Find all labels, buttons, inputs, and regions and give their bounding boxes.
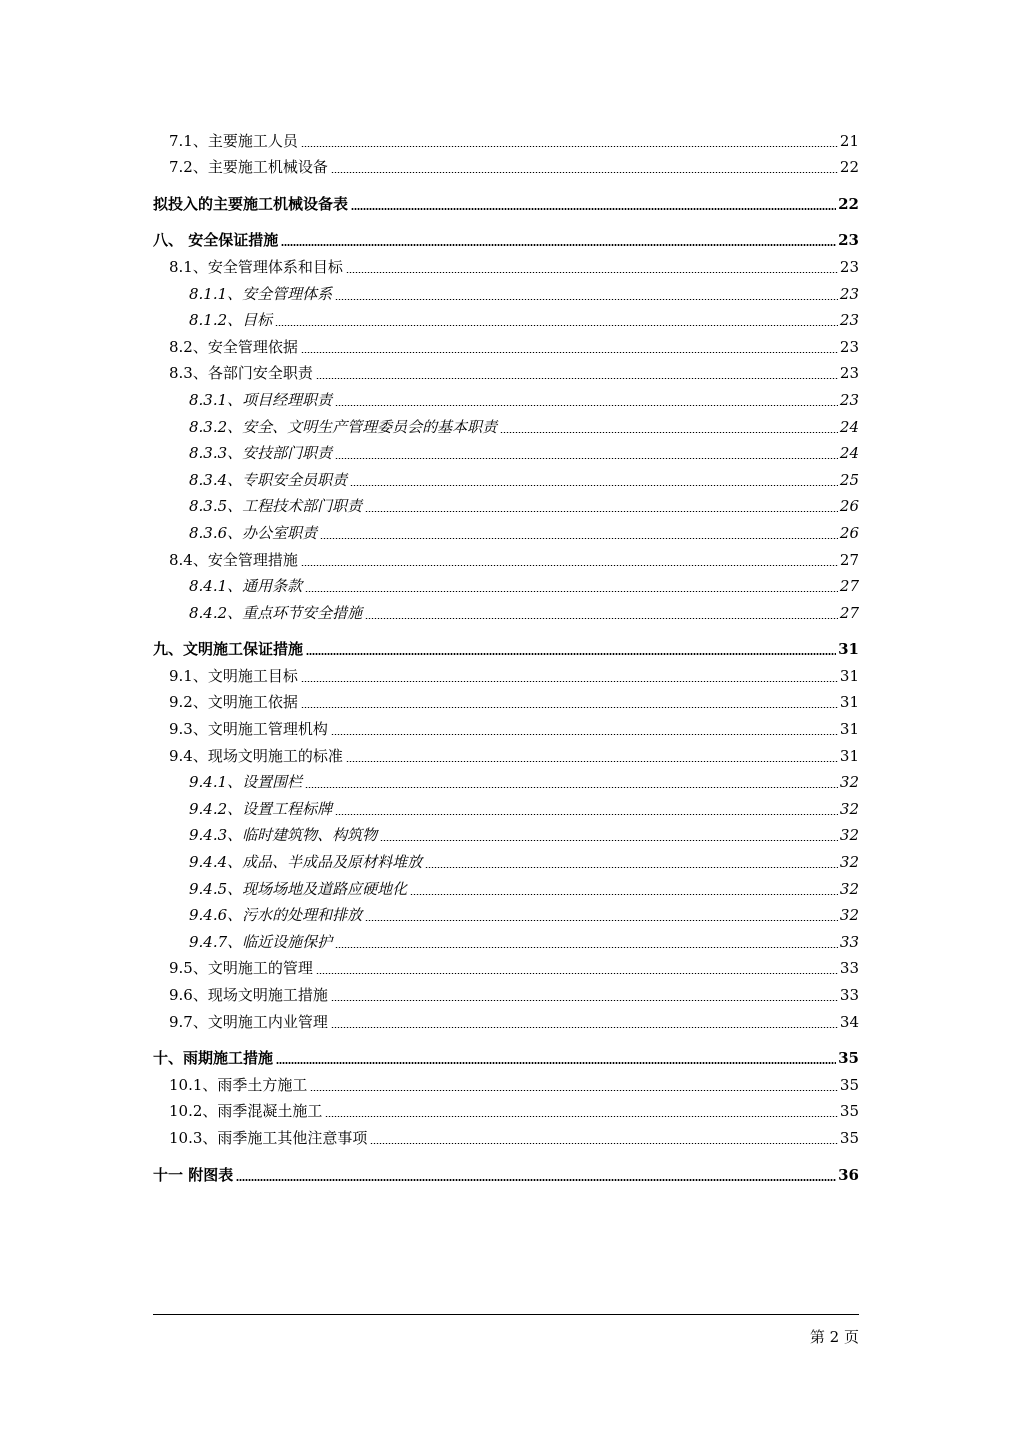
toc-entry-title: 9.1、文明施工目标 bbox=[169, 666, 298, 685]
toc-entry-page: 31 bbox=[839, 666, 859, 685]
toc-dot-leader bbox=[301, 352, 838, 353]
toc-entry-page: 35 bbox=[839, 1102, 859, 1121]
toc-entry-title: 8.3.6、办公室职责 bbox=[189, 523, 318, 542]
toc-entry[interactable] bbox=[153, 872, 859, 899]
toc-entry-title: 9.4.1、设置围栏 bbox=[189, 773, 303, 792]
toc-dot-leader bbox=[331, 1027, 838, 1028]
toc-entry-title: 8.3.1、项目经理职责 bbox=[189, 390, 333, 409]
toc-entry[interactable] bbox=[153, 516, 859, 543]
toc-dot-leader bbox=[346, 761, 838, 762]
toc-entry-page: 27 bbox=[839, 603, 859, 622]
toc-entry-page: 23 bbox=[838, 231, 859, 250]
toc-entry-title: 8.4.1、通用条款 bbox=[189, 577, 303, 596]
toc-entry[interactable] bbox=[153, 330, 859, 357]
toc-entry-page: 23 bbox=[839, 311, 859, 330]
toc-entry-title: 8.1、安全管理体系和目标 bbox=[169, 257, 343, 276]
toc-entry[interactable] bbox=[153, 410, 859, 437]
toc-entry[interactable] bbox=[153, 543, 859, 570]
toc-entry-page: 31 bbox=[839, 693, 859, 712]
toc-entry-page: 25 bbox=[839, 470, 859, 489]
toc-entry-title: 9.4.6、污水的处理和排放 bbox=[189, 906, 363, 925]
toc-entry-page: 32 bbox=[839, 879, 859, 898]
toc-entry-page: 35 bbox=[839, 1128, 859, 1147]
toc-entry[interactable] bbox=[153, 304, 859, 331]
toc-entry[interactable] bbox=[153, 250, 859, 277]
toc-entry-title: 十、雨期施工措施 bbox=[153, 1049, 274, 1068]
toc-entry-title: 9.2、文明施工依据 bbox=[169, 693, 298, 712]
toc-entry-page: 32 bbox=[839, 773, 859, 792]
toc-entry-page: 22 bbox=[839, 158, 859, 177]
toc-dot-leader bbox=[301, 565, 838, 566]
toc-entry-title: 8.3.4、专职安全员职责 bbox=[189, 470, 348, 489]
toc-entry-title: 9.6、现场文明施工措施 bbox=[169, 986, 328, 1004]
toc-entry-page: 27 bbox=[839, 577, 859, 596]
toc-entry[interactable] bbox=[153, 383, 859, 410]
toc-dot-leader bbox=[335, 405, 838, 406]
toc-entry[interactable] bbox=[153, 490, 859, 517]
toc-dot-leader bbox=[365, 618, 838, 619]
toc-entry-page: 35 bbox=[839, 1075, 859, 1094]
toc-dot-leader bbox=[410, 894, 838, 895]
toc-entry[interactable] bbox=[153, 1042, 859, 1069]
toc-entry-page: 35 bbox=[838, 1049, 859, 1068]
toc-entry-title: 8.3.3、安技部门职责 bbox=[189, 444, 333, 463]
toc-entry-page: 36 bbox=[838, 1165, 859, 1184]
toc-entry[interactable] bbox=[153, 1005, 859, 1032]
toc-entry[interactable] bbox=[153, 739, 859, 766]
toc-entry[interactable] bbox=[153, 712, 859, 739]
toc-dot-leader bbox=[276, 1062, 836, 1064]
toc-dot-leader bbox=[335, 299, 838, 300]
toc-entry-title: 9.4.3、临时建筑物、构筑物 bbox=[189, 826, 378, 845]
toc-entry-title: 8.4、安全管理措施 bbox=[169, 550, 298, 569]
toc-entry-title: 9.5、文明施工的管理 bbox=[169, 959, 313, 978]
toc-dot-leader bbox=[320, 538, 838, 539]
toc-entry-title: 9.3、文明施工管理机构 bbox=[169, 720, 328, 739]
toc-dot-leader bbox=[305, 787, 838, 788]
toc-entry-page: 26 bbox=[839, 497, 859, 516]
toc-dot-leader bbox=[365, 511, 838, 512]
toc-entry-title: 8.2、安全管理依据 bbox=[169, 337, 298, 356]
toc-dot-leader bbox=[316, 378, 838, 379]
toc-dot-leader bbox=[335, 814, 838, 815]
toc-entry[interactable] bbox=[153, 633, 859, 660]
toc-dot-leader bbox=[305, 591, 838, 592]
page-number: 第 2 页 bbox=[809, 1328, 859, 1346]
toc-entry-title: 十一 附图表 bbox=[153, 1165, 234, 1184]
toc-dot-leader bbox=[346, 272, 838, 273]
toc-entry[interactable] bbox=[153, 570, 859, 597]
toc-dot-leader bbox=[370, 1143, 838, 1144]
toc-entry[interactable] bbox=[153, 124, 859, 151]
toc-dot-leader bbox=[275, 325, 838, 326]
toc-entry-page: 32 bbox=[839, 853, 859, 872]
toc-entry-title: 九、文明施工保证措施 bbox=[153, 640, 304, 659]
toc-entry-title: 10.1、雨季土方施工 bbox=[169, 1075, 308, 1094]
toc-entry-title: 9.4.7、临近设施保护 bbox=[189, 932, 333, 951]
toc-entry-title: 9.7、文明施工内业管理 bbox=[169, 1012, 328, 1031]
toc-entry-title: 9.4.4、成品、半成品及原材料堆放 bbox=[189, 853, 423, 872]
toc-entry-page: 32 bbox=[839, 799, 859, 818]
toc-dot-leader bbox=[301, 707, 838, 708]
toc-entry-page: 23 bbox=[839, 257, 859, 276]
toc-entry-page: 32 bbox=[839, 906, 859, 925]
toc-entry-title: 8.4.2、重点环节安全措施 bbox=[189, 603, 363, 622]
toc-dot-leader bbox=[351, 208, 836, 210]
toc-entry-title: 八、 安全保证措施 bbox=[153, 231, 279, 250]
toc-entry[interactable] bbox=[153, 463, 859, 490]
toc-entry[interactable] bbox=[153, 1121, 859, 1148]
toc-entry[interactable] bbox=[153, 792, 859, 819]
toc-entry-page: 23 bbox=[839, 337, 859, 356]
toc-entry[interactable] bbox=[153, 925, 859, 952]
toc-entry-title: 8.1.2、目标 bbox=[189, 311, 273, 330]
toc-dot-leader bbox=[301, 146, 838, 147]
toc-dot-leader bbox=[335, 947, 838, 948]
toc-entry-page: 31 bbox=[839, 720, 859, 739]
toc-entry-page: 32 bbox=[839, 826, 859, 845]
toc-entry-title: 9.4、现场文明施工的标准 bbox=[169, 746, 343, 765]
toc-entry[interactable] bbox=[153, 277, 859, 304]
toc-entry-page: 31 bbox=[838, 640, 859, 659]
toc-dot-leader bbox=[310, 1090, 838, 1091]
toc-entry-title: 9.4.2、设置工程标牌 bbox=[189, 799, 333, 818]
toc-entry-title: 8.3.5、工程技术部门职责 bbox=[189, 497, 363, 516]
toc-entry[interactable] bbox=[153, 1158, 859, 1185]
toc-entry-page: 24 bbox=[839, 444, 859, 463]
toc-dot-leader bbox=[301, 681, 838, 682]
toc-entry[interactable] bbox=[153, 978, 859, 1005]
toc-entry[interactable] bbox=[153, 187, 859, 214]
toc-entry[interactable] bbox=[153, 899, 859, 926]
toc-entry-title: 10.2、雨季混凝土施工 bbox=[169, 1102, 323, 1121]
toc-dot-leader bbox=[306, 653, 836, 655]
table-of-contents bbox=[153, 124, 859, 1185]
toc-entry[interactable] bbox=[153, 952, 859, 979]
toc-entry-page: 23 bbox=[839, 284, 859, 303]
footer-divider bbox=[153, 1314, 859, 1315]
toc-entry[interactable] bbox=[153, 766, 859, 793]
toc-entry-title: 9.4.5、现场场地及道路应硬地化 bbox=[189, 879, 408, 898]
toc-entry[interactable] bbox=[153, 357, 859, 384]
toc-entry[interactable] bbox=[153, 437, 859, 464]
toc-entry[interactable] bbox=[153, 1095, 859, 1122]
toc-dot-leader bbox=[500, 432, 838, 433]
toc-entry-title: 8.3、各部门安全职责 bbox=[169, 364, 313, 383]
toc-entry-page: 26 bbox=[839, 523, 859, 542]
toc-entry[interactable] bbox=[153, 1068, 859, 1095]
toc-dot-leader bbox=[335, 458, 838, 459]
toc-entry-title: 10.3、雨季施工其他注意事项 bbox=[169, 1128, 368, 1147]
toc-entry[interactable] bbox=[153, 596, 859, 623]
toc-entry[interactable] bbox=[153, 686, 859, 713]
toc-entry-page: 33 bbox=[839, 959, 859, 978]
toc-dot-leader bbox=[365, 920, 838, 921]
toc-dot-leader bbox=[331, 734, 838, 735]
toc-entry-page: 24 bbox=[839, 417, 859, 436]
toc-entry-page: 23 bbox=[839, 390, 859, 409]
toc-entry-page: 33 bbox=[839, 932, 859, 951]
toc-entry-page: 23 bbox=[839, 364, 859, 383]
toc-dot-leader bbox=[236, 1179, 836, 1181]
toc-dot-leader bbox=[316, 973, 838, 974]
toc-entry-page: 27 bbox=[839, 550, 859, 569]
toc-entry-page: 34 bbox=[839, 1012, 859, 1031]
toc-dot-leader bbox=[281, 244, 836, 246]
toc-entry-title: 7.2、主要施工机械设备 bbox=[169, 158, 328, 177]
toc-entry-title: 拟投入的主要施工机械设备表 bbox=[153, 194, 349, 213]
toc-entry[interactable] bbox=[153, 659, 859, 686]
toc-entry[interactable] bbox=[153, 819, 859, 846]
toc-dot-leader bbox=[425, 867, 838, 868]
toc-entry-title: 7.1、主要施工人员 bbox=[169, 131, 298, 150]
toc-dot-leader bbox=[331, 1000, 838, 1001]
toc-dot-leader bbox=[350, 485, 838, 486]
toc-entry[interactable] bbox=[153, 845, 859, 872]
toc-entry[interactable] bbox=[153, 151, 859, 178]
toc-entry-page: 31 bbox=[839, 746, 859, 765]
toc-dot-leader bbox=[380, 840, 838, 841]
toc-entry-page: 33 bbox=[839, 986, 859, 1004]
toc-entry[interactable] bbox=[153, 224, 859, 251]
toc-entry-title: 8.1.1、安全管理体系 bbox=[189, 284, 333, 303]
toc-dot-leader bbox=[331, 172, 838, 173]
toc-entry-page: 21 bbox=[839, 131, 859, 150]
toc-dot-leader bbox=[325, 1116, 838, 1117]
toc-entry-page: 22 bbox=[838, 194, 859, 213]
toc-entry-title: 8.3.2、安全、文明生产管理委员会的基本职责 bbox=[189, 417, 498, 436]
